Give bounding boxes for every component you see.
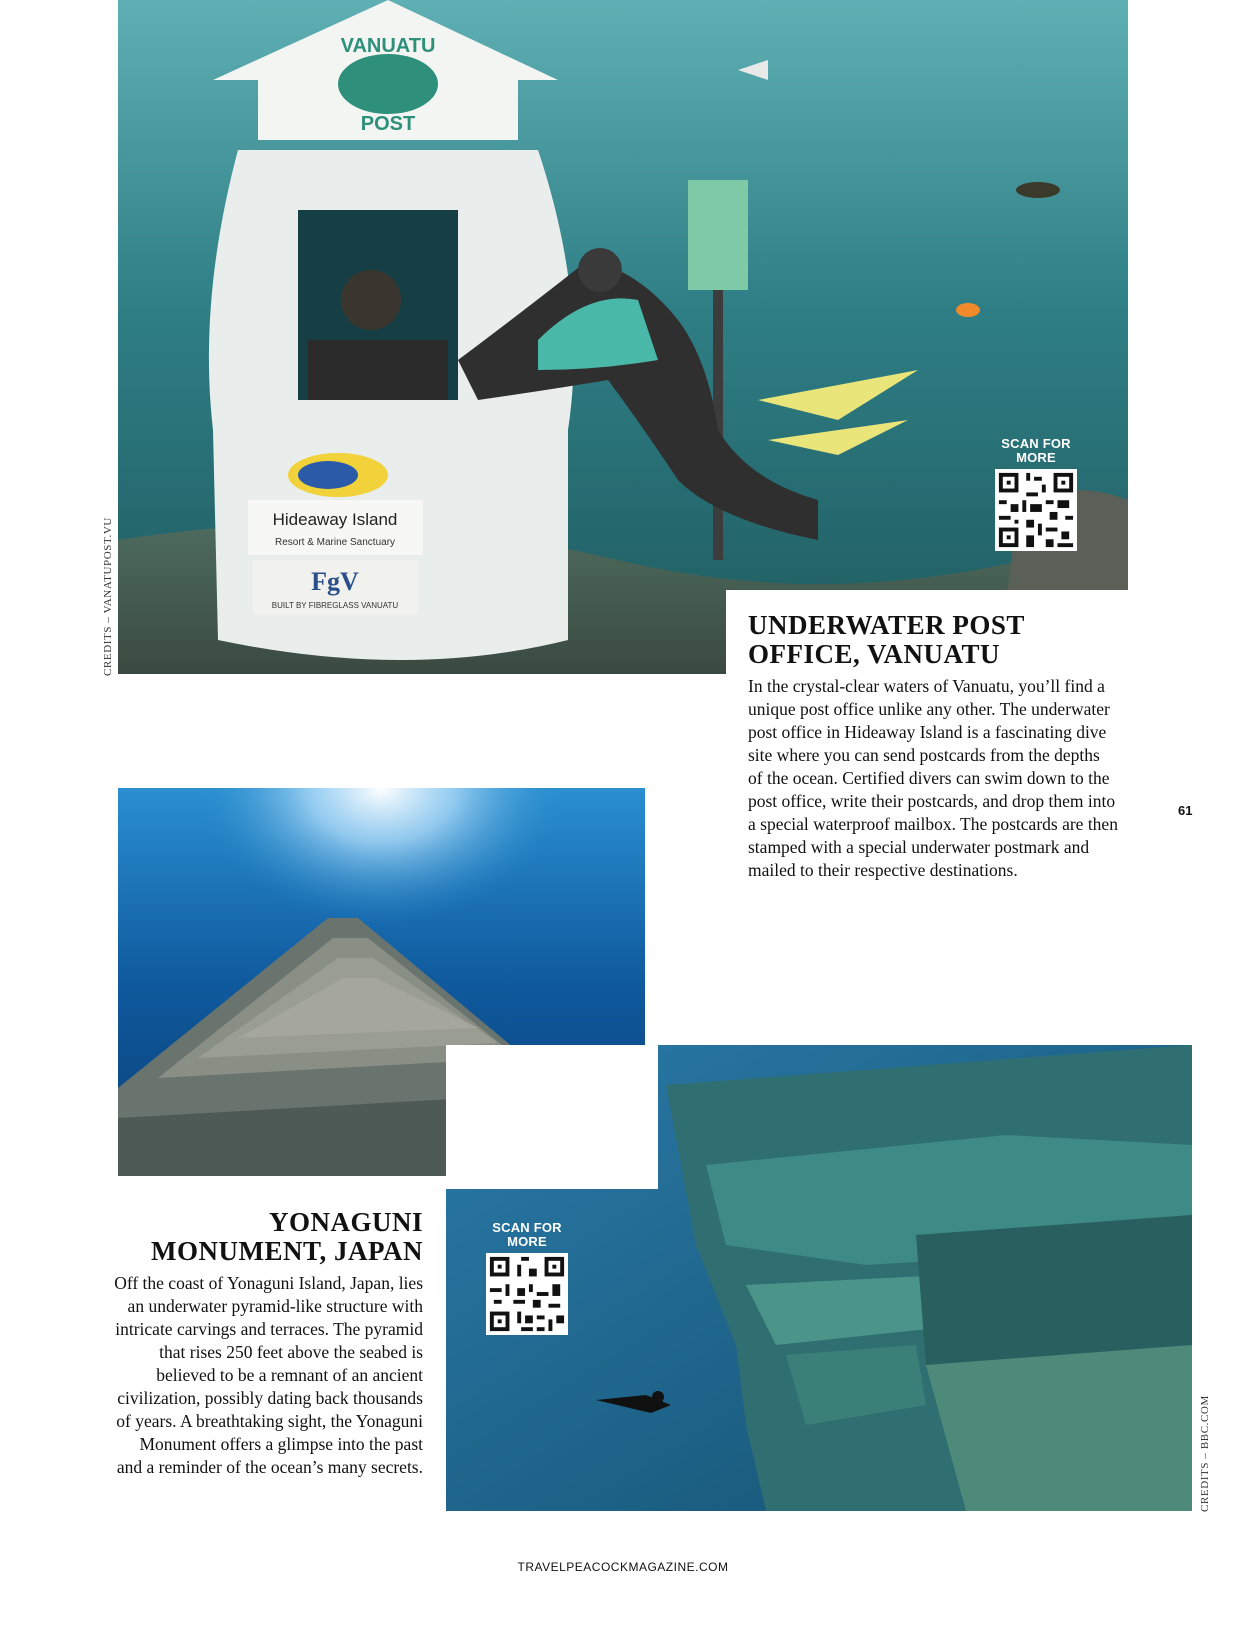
sign-post: POST [360,113,416,135]
text-panel-background [446,1045,658,1189]
article-body-vanuatu: In the crystal-clear waters of Vanuatu, you’ll find a unique post office unlike any other. The underwater post office in Hideaway Island is a fascinating dive site where you can send postcards from the depths of the ocean. Certified divers can swim down to the post office, write their postcards, and drop them into a special waterproof mailbox. The postcards are then stamped with a special underwater postmark and mailed to their respective destinations. [748,676,1118,880]
qr-label-line1: SCAN FOR [1001,436,1071,451]
qr-code-yonaguni[interactable] [479,1221,575,1335]
title-line2: MONUMENT, JAPAN [151,1236,423,1266]
photo-credit-yonaguni: CREDITS – BBC.COM [1199,1395,1211,1512]
qr-code-vanuatu[interactable] [988,437,1084,551]
qr-label-line2: MORE [507,1234,547,1249]
photo-credit-vanuatu: CREDITS – VANATUPOST.VU [102,517,114,676]
sign-fgv: FgV [311,567,359,596]
title-line1: UNDERWATER POST [748,610,1025,640]
article-title-vanuatu [748,611,1128,669]
vanuatu-post-office-photo [118,0,1128,674]
page-number: 61 [1178,803,1193,818]
qr-icon [995,469,1077,551]
sign-built-by: BUILT BY FIBREGLASS VANUATU [271,601,399,610]
sign-hideaway: Hideaway Island [272,510,398,529]
footer-website[interactable]: TRAVELPEACOCKMAGAZINE.COM [517,1560,729,1574]
title-line1: YONAGUNI [268,1207,423,1237]
qr-icon [486,1253,568,1335]
sign-resort: Resort & Marine Sanctuary [274,537,396,548]
sign-vanuatu: VANUATU [340,35,436,57]
qr-label-line2: MORE [1016,450,1056,465]
article-title-yonaguni [118,1208,423,1266]
qr-label-line1: SCAN FOR [492,1220,562,1235]
title-line2: OFFICE, VANUATU [748,639,1001,669]
article-body-yonaguni: Off the coast of Yonaguni Island, Japan, lies an underwater pyramid-like structure with intricate carvings and terraces. The pyramid that rises 250 feet above the seabed is believed to be a remnant of an ancient civilization, possibly dating back thousands of years. A breathtaking sight, the Yonaguni Monument offers a glimpse into the past and a reminder of the ocean’s many secrets. [114,1273,423,1477]
